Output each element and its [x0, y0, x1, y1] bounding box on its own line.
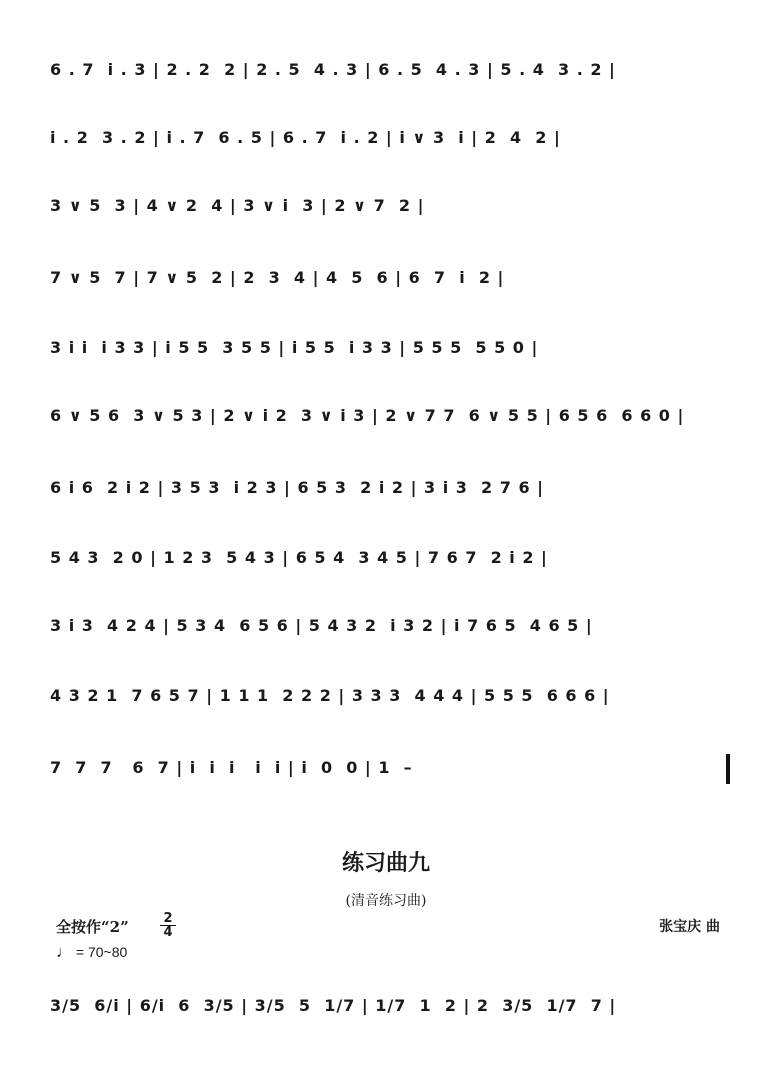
score-line: [0, 752, 772, 792]
score-line: [0, 400, 772, 440]
notation-line: 3 i i i 3 3 | i 5 5 3 5 5 | i 5 5 i 3 3 | 5 5 5 5 5 0 |: [50, 338, 539, 357]
notation-line: 3/5 6/i | 6/i 6 3/5 | 3/5 5 1/7 | 1/7 1 2 | 2 3/5 1/7 7 |: [50, 996, 617, 1015]
piece-subtitle: (清音练习曲): [345, 893, 427, 909]
notation-line: 3 i 3 4 2 4 | 5 3 4 6 5 6 | 5 4 3 2 i 3 2 | i 7 6 5 4 6 5 |: [50, 616, 593, 635]
composer-credit: 张宝庆 曲: [659, 919, 720, 935]
score-line: [0, 332, 772, 372]
score-line: [0, 680, 772, 720]
fingering-note: 全按作“2”: [56, 918, 129, 936]
notation-line: i . 2 3 . 2 | i . 7 6 . 5 | 6 . 7 i . 2 | i ∨ 3 i | 2 4 2 |: [50, 128, 561, 147]
notation-line: 7 ∨ 5 7 | 7 ∨ 5 2 | 2 3 4 | 4 5 6 | 6 7 i 2 |: [50, 268, 505, 287]
score-line: [0, 610, 772, 650]
time-signature-bottom: 4: [163, 925, 173, 940]
score-line: [0, 472, 772, 512]
time-signature-top: 2: [160, 912, 176, 926]
notation-line: 6 . 7 i . 3 | 2 . 2 2 | 2 . 5 4 . 3 | 6 . 5 4 . 3 | 5 . 4 3 . 2 |: [50, 60, 616, 79]
notation-line: 4 3 2 1 7 6 5 7 | 1 1 1 2 2 2 | 3 3 3 4 4 4 | 5 5 5 6 6 6 |: [50, 686, 610, 705]
notation-line: 5 4 3 2 0 | 1 2 3 5 4 3 | 6 5 4 3 4 5 | 7 6 7 2 i 2 |: [50, 548, 548, 567]
tempo-value: = 70~80: [75, 944, 128, 960]
notation-line: 3 ∨ 5 3 | 4 ∨ 2 4 | 3 ∨ i 3 | 2 ∨ 7 2 |: [50, 196, 425, 215]
time-signature: [160, 912, 176, 939]
score-line: [0, 990, 772, 1030]
notation-line: 6 i 6 2 i 2 | 3 5 3 i 2 3 | 6 5 3 2 i 2 | 3 i 3 2 7 6 |: [50, 478, 544, 497]
notation-line: 6 ∨ 5 6 3 ∨ 5 3 | 2 ∨ i 2 3 ∨ i 3 | 2 ∨ 7 7 6 ∨ 5 5 | 6 5 6 6 6 0 |: [50, 406, 685, 425]
score-line: [0, 122, 772, 162]
score-line: [0, 190, 772, 230]
final-barline: [726, 754, 730, 784]
score-line: [0, 54, 772, 94]
score-line: [0, 542, 772, 582]
tempo-marking: [56, 944, 127, 962]
piece-title: 练习曲九: [341, 850, 430, 876]
quarter-note-icon: ♩: [56, 944, 72, 961]
notation-line: 7 7 7 6 7 | i i i i i | i 0 0 | 1 –: [50, 758, 413, 777]
score-line: [0, 262, 772, 302]
